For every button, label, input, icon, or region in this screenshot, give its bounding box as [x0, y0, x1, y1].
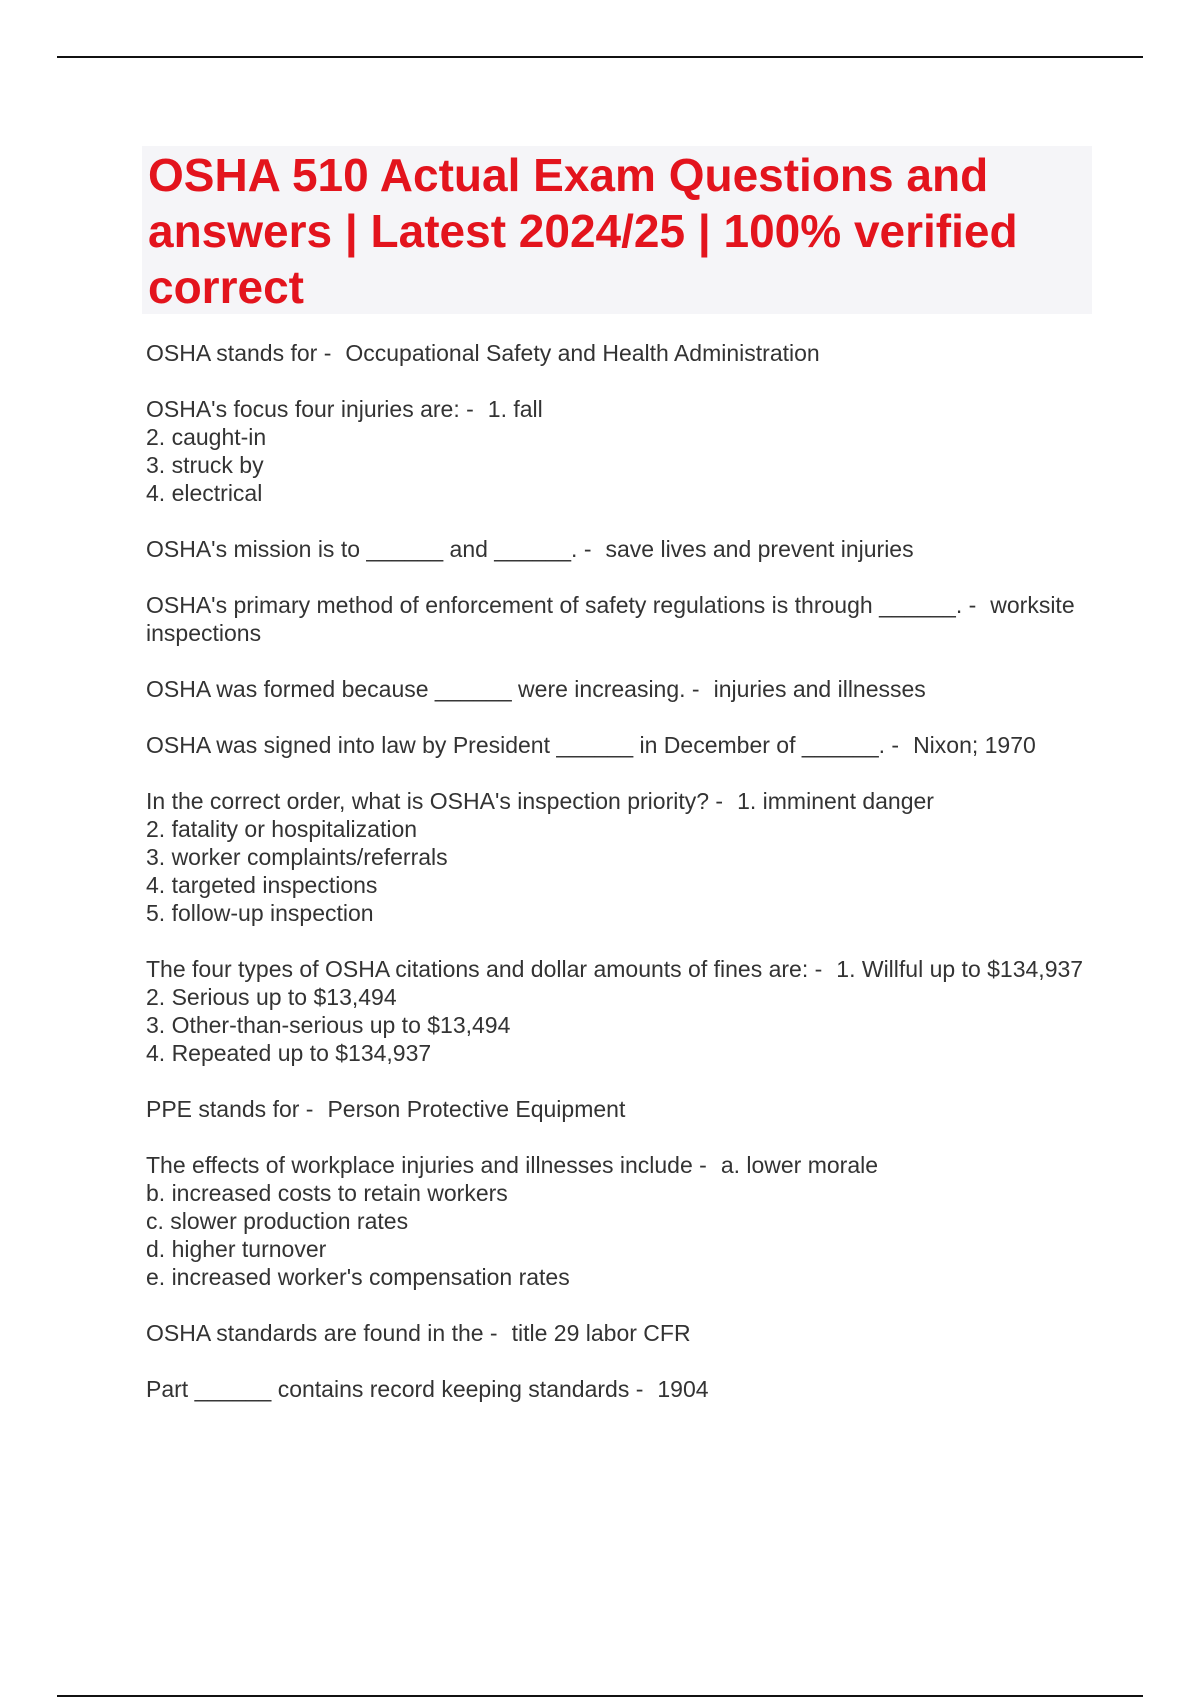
qa-item	[146, 1319, 1086, 1347]
qa-item	[146, 535, 1086, 563]
header-rule	[57, 56, 1143, 58]
qa-item	[146, 955, 1086, 1067]
question-text: OSHA's focus four injuries are: -	[146, 396, 474, 422]
qa-item	[146, 1375, 1086, 1403]
qa-item	[146, 591, 1086, 647]
qa-item	[146, 787, 1086, 927]
answer-text: 1. imminent danger 2. fatality or hospitalization 3. worker complaints/referrals 4. targeted inspections 5. follow-up inspection	[146, 788, 934, 926]
question-text: In the correct order, what is OSHA's inspection priority? -	[146, 788, 724, 814]
qa-item	[146, 339, 1086, 367]
question-text: Part ______ contains record keeping standards -	[146, 1376, 644, 1402]
qa-item	[146, 675, 1086, 703]
question-text: The four types of OSHA citations and dollar amounts of fines are: -	[146, 956, 823, 982]
question-text: OSHA was signed into law by President ______ in December of ______. -	[146, 732, 900, 758]
qa-list	[146, 339, 1086, 1431]
title-banner	[142, 146, 1092, 314]
qa-item	[146, 731, 1086, 759]
answer-text: 1. Willful up to $134,937 2. Serious up to $13,494 3. Other-than-serious up to $13,494 4. Repeated up to $134,937	[146, 956, 1084, 1066]
question-text: OSHA's primary method of enforcement of safety regulations is through ______. -	[146, 592, 977, 618]
answer-text: title 29 labor CFR	[511, 1320, 691, 1346]
answer-text: Person Protective Equipment	[327, 1096, 626, 1122]
document-title: OSHA 510 Actual Exam Questions and answers | Latest 2024/25 | 100% verified correct	[148, 149, 1018, 313]
question-text: The effects of workplace injuries and illnesses include -	[146, 1152, 707, 1178]
answer-text: Nixon; 1970	[913, 732, 1036, 758]
question-text: PPE stands for -	[146, 1096, 314, 1122]
question-text: OSHA stands for -	[146, 340, 332, 366]
qa-item	[146, 1151, 1086, 1291]
answer-text: Occupational Safety and Health Administration	[345, 340, 820, 366]
question-text: OSHA standards are found in the -	[146, 1320, 498, 1346]
answer-text: 1. fall 2. caught-in 3. struck by 4. electrical	[146, 396, 543, 506]
qa-item	[146, 1095, 1086, 1123]
answer-text: worksite inspections	[146, 592, 1075, 646]
answer-text: 1904	[657, 1376, 709, 1402]
question-text: OSHA was formed because ______ were increasing. -	[146, 676, 700, 702]
footer-rule	[57, 1695, 1143, 1697]
question-text: OSHA's mission is to ______ and ______. -	[146, 536, 592, 562]
answer-text: injuries and illnesses	[713, 676, 926, 702]
qa-item	[146, 395, 1086, 507]
answer-text: a. lower morale b. increased costs to retain workers c. slower production rates d. higher turnover e. increased worker's compensation rates	[146, 1152, 879, 1290]
answer-text: save lives and prevent injuries	[605, 536, 914, 562]
